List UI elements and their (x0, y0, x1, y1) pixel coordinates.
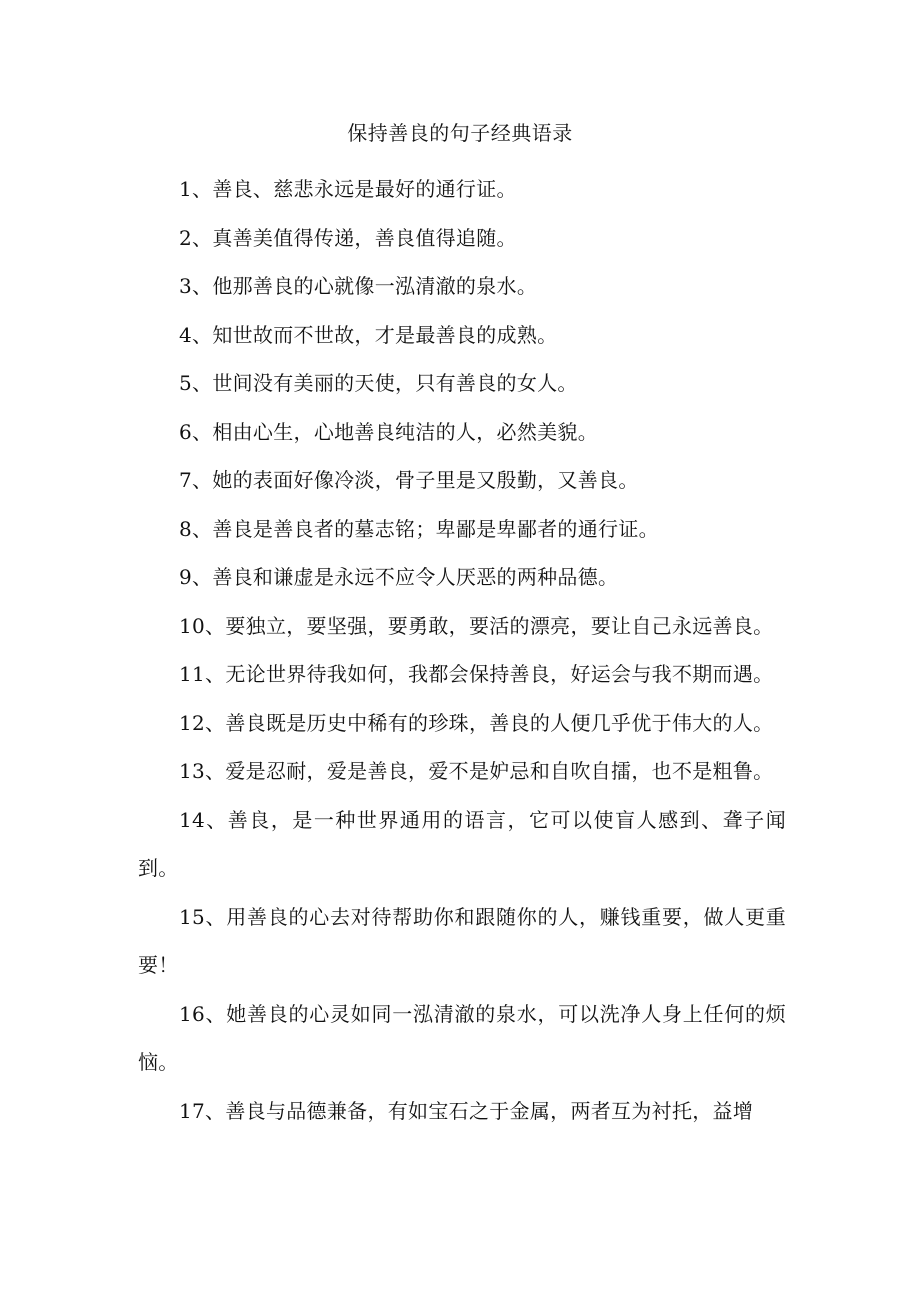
paragraph-17: 17、善良与品德兼备，有如宝石之于金属，两者互为衬托，益增 (179, 1098, 754, 1123)
paragraph-9: 9、善良和谦虚是永远不应令人厌恶的两种品德。 (179, 565, 619, 589)
paragraph-4: 4、知世故而不世故，才是最善良的成熟。 (179, 322, 558, 347)
paragraph-8: 8、善良是善良者的墓志铭；卑鄙是卑鄙者的通行证。 (179, 516, 659, 541)
paragraph-13: 13、爱是忍耐，爱是善良，爱不是妒忌和自吹自擂，也不是粗鲁。 (179, 759, 774, 783)
paragraph-1: 1、善良、慈悲永远是最好的通行证。 (179, 177, 517, 201)
paragraph-5: 5、世间没有美丽的天使，只有善良的女人。 (179, 371, 578, 395)
document-title: 保持善良的句子经典语录 (347, 121, 573, 145)
paragraph-14: 14、善良，是一种世界通用的语言，它可以使盲人感到、聋子闻到。 (138, 807, 786, 880)
paragraph-3: 3、他那善良的心就像一泓清澈的泉水。 (179, 274, 538, 298)
paragraph-6: 6、相由心生，心地善良纯洁的人，必然美貌。 (179, 419, 599, 444)
paragraph-11: 11、无论世界待我如何，我都会保持善良，好运会与我不期而遇。 (179, 662, 774, 686)
paragraph-12: 12、善良既是历史中稀有的珍珠，善良的人便几乎优于伟大的人。 (179, 710, 774, 735)
paragraph-10: 10、要独立，要坚强，要勇敢，要活的漂亮，要让自己永远善良。 (179, 613, 774, 638)
paragraph-2: 2、真善美值得传递，善良值得追随。 (179, 225, 517, 250)
paragraph-7: 7、她的表面好像冷淡，骨子里是又殷勤，又善良。 (179, 468, 639, 492)
paragraph-15: 15、用善良的心去对待帮助你和跟随你的人，赚钱重要，做人更重要！ (138, 904, 786, 977)
paragraph-16: 16、她善良的心灵如同一泓清澈的泉水，可以洗净人身上任何的烦恼。 (138, 1001, 786, 1074)
document-body (138, 165, 786, 1135)
